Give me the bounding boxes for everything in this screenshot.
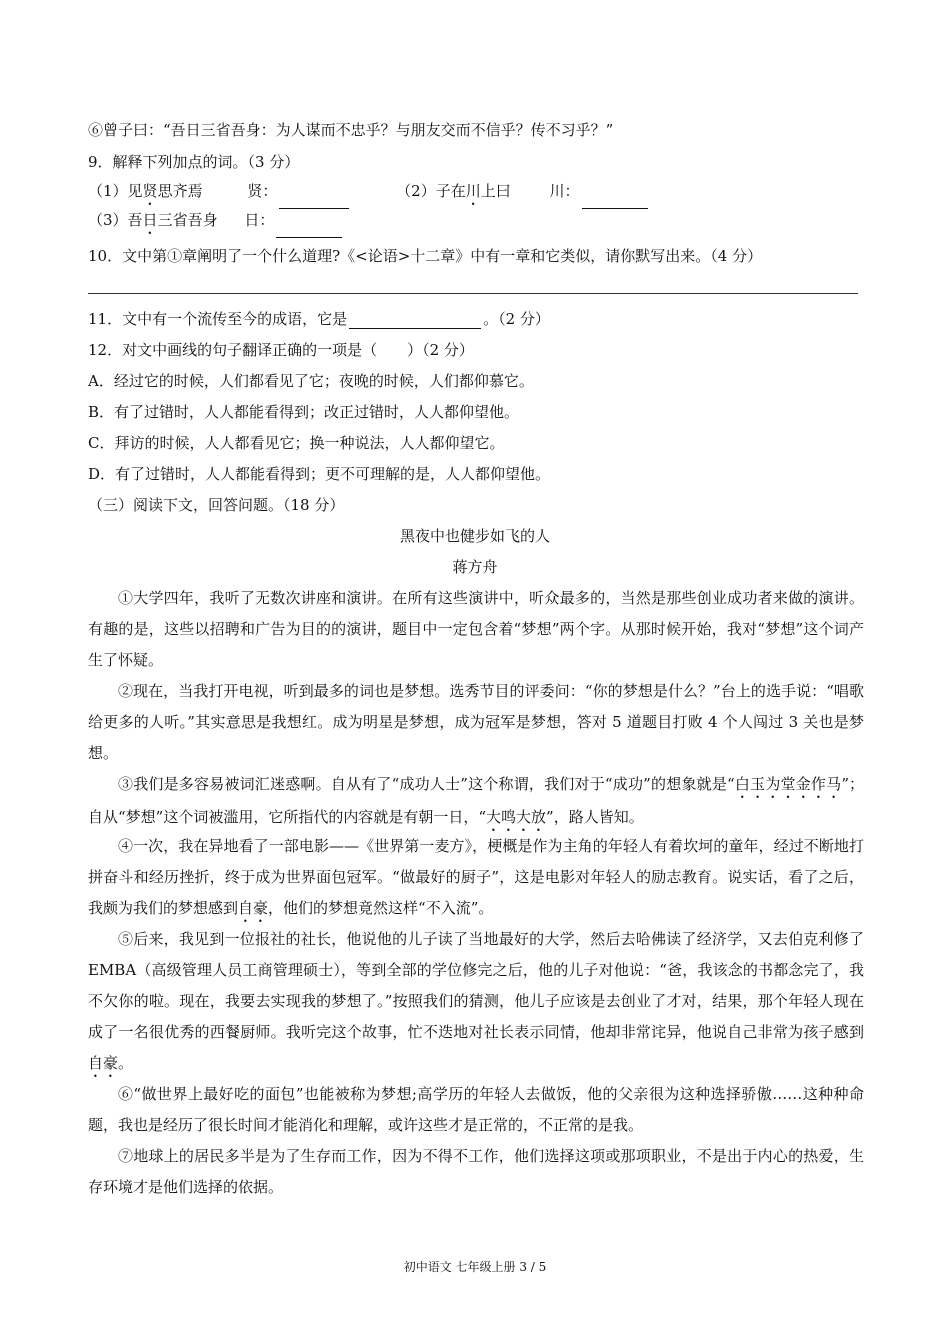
- paragraph-5: ⑤后来，我见到一位报社的社长，他说他的儿子读了当地最好的大学，然后去哈佛读了经济学，又去伯克利修了 EMBA（高级管理人员工商管理硕士），等到全部的学位修完之后，他的儿子对他说：“爸，我该念的书都念完了，我不欠你的啦。现在，我要去实现我的梦想了。”按照我们的猜测，他儿子应该是去创业了才对，结果，那个年轻人现在成了一名很优秀的西餐厨师。我听完这个故事，忙不迭地对社长表示同情，他却非常诧异，他说自己非常为孩子感到自豪。: [88, 930, 864, 1072]
- question-9-stem: 9．解释下列加点的词。（3 分）: [88, 153, 300, 171]
- option-b: B．有了过错时，人人都能看得到；改正过错时，人人都仰望他。: [88, 403, 520, 421]
- quote-6: ⑥曾子曰：“吾日三省吾身：为人谋而不忠乎？与朋友交而不信乎？传不习乎？”: [88, 121, 614, 139]
- question-12-stem: 12．对文中画线的句子翻译正确的一项是（ ）（2 分）: [88, 341, 474, 359]
- page-footer: 初中语文 七年级上册 3 / 5: [403, 1260, 547, 1274]
- paragraph-6: ⑥“做世界上最好吃的面包”也能被称为梦想;高学历的年轻人去做饭，他的父亲很为这种选择骄傲……这种种命题，我也是经历了很长时间才能消化和理解，或许这些才是正常的，不正常的是我。: [88, 1085, 864, 1134]
- article-title: 黑夜中也健步如飞的人: [399, 527, 550, 545]
- article-author: 蒋方舟: [452, 558, 498, 576]
- paragraph-4: ④一次，我在异地看了一部电影——《世界第一麦方》，梗概是作为主角的年轻人有着坎坷的童年，经过不断地打拼奋斗和经历挫折，终于成为世界面包冠军。“做最好的厨子”，这是电影对年轻人的励志教育。说实话，看了之后，我颇为我们的梦想感到自豪，他们的梦想竟然这样“不入流”。: [88, 837, 864, 917]
- answer-blank-xian[interactable]: [279, 192, 349, 209]
- answer-blank-11[interactable]: [349, 312, 481, 329]
- paragraph-1: ①大学四年，我听了无数次讲座和演讲。在所有这些演讲中，听众最多的，当然是那些创业成功者来做的演讲。有趣的是，这些以招聘和广告为目的的演讲，题目中一定包含着“梦想”两个字。从那时候开始，我对“梦想”这个词产生了怀疑。: [88, 589, 864, 669]
- dotted-word-ri: 日: [142, 211, 158, 229]
- answer-blank-ri[interactable]: [276, 221, 342, 238]
- paragraph-2: ②现在，当我打开电视，听到最多的词也是梦想。选秀节目的评委问：“你的梦想是什么？”台上的选手说：“唱歌给更多的人听。”其实意思是我想红。成为明星是梦想，成为冠军是梦想，答对 5 道题目打败 4 个人闯过 3 关也是梦想。: [88, 682, 864, 762]
- answer-line-10[interactable]: [88, 293, 858, 294]
- section-3-heading: （三）阅读下文，回答问题。（18 分）: [88, 496, 345, 514]
- option-a: A．经过它的时候，人们都看见了它；夜晚的时候，人们都仰慕它。: [88, 372, 534, 390]
- dotted-word-zihao-2: 自豪: [88, 1054, 119, 1072]
- dotted-phrase-baiyu: 白玉为堂金作马: [734, 775, 842, 793]
- answer-blank-chuan[interactable]: [582, 192, 648, 209]
- question-10: 10．文中第①章阐明了一个什么道理?《<论语>十二章》中有一章和它类似，请你默写出来。（4 分）: [88, 247, 763, 265]
- paragraph-3: ③我们是多容易被词汇迷惑啊。自从有了“成功人士”这个称谓，我们对于“成功”的想象就是“白玉为堂金作马”；自从“梦想”这个词被滥用，它所指代的内容就是有朝一日，“大鸣大放”，路人皆知。: [88, 775, 864, 826]
- question-9-row-2: （3）吾日三省吾身 日：: [88, 210, 344, 238]
- dotted-word-chuan: 川: [465, 182, 481, 200]
- dotted-phrase-daming: 大鸣大放: [486, 808, 547, 826]
- paragraph-7: ⑦地球上的居民多半是为了生存而工作，因为不得不工作，他们选择这项或那项职业，不是出于内心的热爱，生存环境才是他们选择的依据。: [88, 1147, 864, 1196]
- dotted-word-zihao-1: 自豪: [238, 899, 269, 917]
- dotted-word-xian: 贤: [142, 182, 158, 200]
- question-11: 11．文中有一个流传至今的成语，它是 。（2 分）: [88, 310, 550, 328]
- option-d: D．有了过错时，人人都能看得到；更不可理解的是，人人都仰望他。: [88, 465, 551, 483]
- option-c: C．拜访的时候，人人都看见它；换一种说法，人人都仰望它。: [88, 434, 505, 452]
- question-9-row-1: （1）见贤思齐焉 贤： （2）子在川上曰 川：: [88, 181, 650, 209]
